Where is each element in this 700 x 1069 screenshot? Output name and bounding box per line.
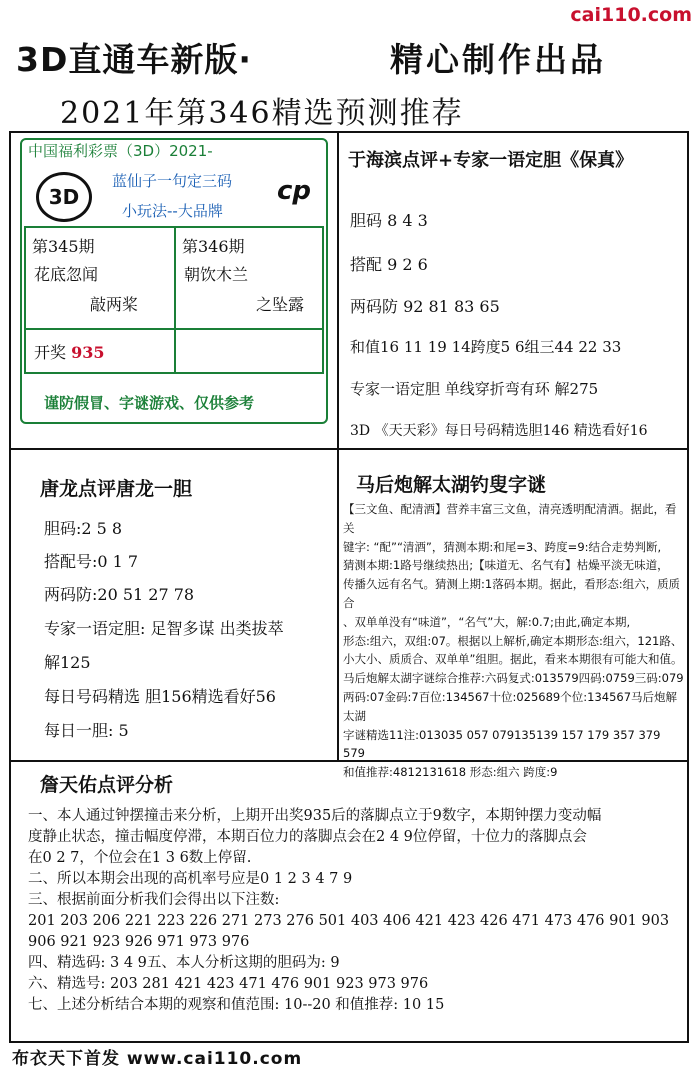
yu-line-3: 两码防 92 81 83 65 xyxy=(350,297,500,316)
cur-riddle-1: 朝饮木兰 xyxy=(184,265,249,284)
analysis-line: 在0 2 7，个位会在1 3 6数上停留. xyxy=(28,850,252,866)
analysis-line: 七、上述分析结合本期的观察和值范围: 10--20 和值推荐: 10 15 xyxy=(28,997,445,1013)
tang-line-1: 胆码:2 5 8 xyxy=(44,519,123,538)
ma-line: 猜测本期:1路号继续热出;【味道无、名气有】枯燥平淡无味道， xyxy=(343,558,669,573)
page-title-right: 精心制作出品 xyxy=(390,40,606,79)
analysis-line: 201 203 206 221 223 226 271 273 276 501 403 406 421 423 426 471 473 476 901 903 xyxy=(28,913,670,929)
slogan-2: 小玩法--大品牌 xyxy=(122,202,223,220)
ma-line: 键字: “配”“清酒”，猜测本期:和尾=3、跨度=9:结合走势判断, xyxy=(343,539,662,554)
cp-logo-icon: cp xyxy=(277,176,312,206)
tang-line-4: 专家一语定胆: 足智多谋 出类拔萃 xyxy=(44,619,284,638)
yu-line-1: 胆码 8 4 3 xyxy=(350,211,428,230)
draw-result xyxy=(34,340,105,363)
3d-logo-icon: 3D xyxy=(36,172,92,222)
page-title-left: 3D直通车新版· xyxy=(16,40,252,79)
ma-line: 、双单单没有“味道”，“名气”大，解:0.7;由此,确定本期, xyxy=(343,614,631,629)
tang-line-3: 两码防:20 51 27 78 xyxy=(44,585,195,604)
prev-issue: 第345期 xyxy=(32,237,95,256)
analysis-line: 三、根据前面分析我们会得出以下注数: xyxy=(28,892,280,908)
analysis-line: 一、本人通过钟摆撞击来分析，上期开出奖935后的落脚点立于9数字，本期钟摆力变动幅 xyxy=(28,808,602,824)
footer-text: 布衣天下首发 www.cai110.com xyxy=(12,1049,303,1069)
slogan-1: 蓝仙子一句定三码 xyxy=(112,172,233,190)
cur-riddle-2: 之坠露 xyxy=(256,295,305,314)
draw-number: 935 xyxy=(71,343,105,362)
site-logo: cai110.com xyxy=(570,4,692,26)
ma-line: 【三文鱼、配清酒】营养丰富三文鱼，清亮透明配清酒。据此，看关 xyxy=(343,502,677,535)
tang-line-2: 搭配号:0 1 7 xyxy=(44,552,139,571)
tang-line-6: 每日号码精选 胆156精选看好56 xyxy=(44,687,276,706)
lottery-ticket-card xyxy=(20,138,328,424)
prev-riddle-2: 敲两桨 xyxy=(90,295,139,314)
yu-line-2: 搭配 9 2 6 xyxy=(350,255,428,274)
ma-line: 字谜精选11注:013035 057 079135139 157 179 357 379 579 xyxy=(343,727,661,761)
analysis-heading: 詹天佑点评分析 xyxy=(40,774,174,796)
yu-line-5: 专家一语定胆 单线穿折弯有环 解275 xyxy=(350,380,599,398)
lottery-name: 中国福利彩票（3D）2021- xyxy=(28,142,213,160)
row-divider-1 xyxy=(9,448,689,450)
ma-line: 两码:07金码:7百位:134567十位:025689个位:134567马后炮解太湖 xyxy=(343,689,678,723)
analysis-line: 六、精选号: 203 281 421 423 471 476 901 923 973 976 xyxy=(28,976,429,992)
analysis-line: 二、所以本期会出现的高机率号应是0 1 2 3 4 7 9 xyxy=(28,871,353,887)
ma-line: 形态:组六，双组:07。根据以上解析,确定本期形态:组六，121路、 xyxy=(343,633,683,648)
grid-vline xyxy=(174,228,176,328)
column-divider xyxy=(337,131,339,761)
prev-riddle-1: 花底忽闻 xyxy=(34,265,99,284)
yu-line-6: 3D 《天天彩》每日号码精选胆146 精选看好16 xyxy=(350,423,648,439)
tang-heading: 唐龙点评唐龙一胆 xyxy=(40,478,193,500)
ma-line: 和值推荐:4812131618 形态:组六 跨度:9 xyxy=(343,765,558,780)
analysis-body xyxy=(28,806,684,1016)
tang-line-5: 解125 xyxy=(44,653,91,672)
analysis-line: 度静止状态，撞击幅度停滞，本期百位力的落脚点会在2 4 9位停留，十位力的落脚点会 xyxy=(28,829,587,845)
analysis-line: 906 921 923 926 971 973 976 xyxy=(28,934,250,950)
draw-label: 开奖 xyxy=(34,343,67,362)
tang-line-7: 每日一胆: 5 xyxy=(44,721,129,740)
ma-heading: 马后炮解太湖钓叟字谜 xyxy=(356,474,547,496)
ma-line: 传播久远有名气。猜测上期:1落码本期。据此，看形态:组六，质质合 xyxy=(343,577,681,610)
cur-issue: 第346期 xyxy=(182,237,245,256)
grid-vline-2 xyxy=(174,328,176,372)
page-subtitle: 2021年第346精选预测推荐 xyxy=(60,96,464,131)
ma-riddle-text xyxy=(343,500,685,782)
warning-text: 谨防假冒、字谜游戏、仅供参考 xyxy=(44,394,255,412)
ma-line: 小大小、质质合、双单单”组胆。据此，看来本期很有可能大和值。 xyxy=(343,652,683,667)
yu-heading: 于海滨点评+专家一语定胆《保真》 xyxy=(348,150,634,171)
issue-grid xyxy=(24,226,324,374)
yu-line-4: 和值16 11 19 14跨度5 6组三44 22 33 xyxy=(350,338,622,356)
ma-line: 马后炮解太湖字谜综合推荐:六码复式:013579四码:0759三码:079 xyxy=(343,671,684,686)
analysis-line: 四、精选码: 3 4 9五、本人分析这期的胆码为: 9 xyxy=(28,955,340,971)
